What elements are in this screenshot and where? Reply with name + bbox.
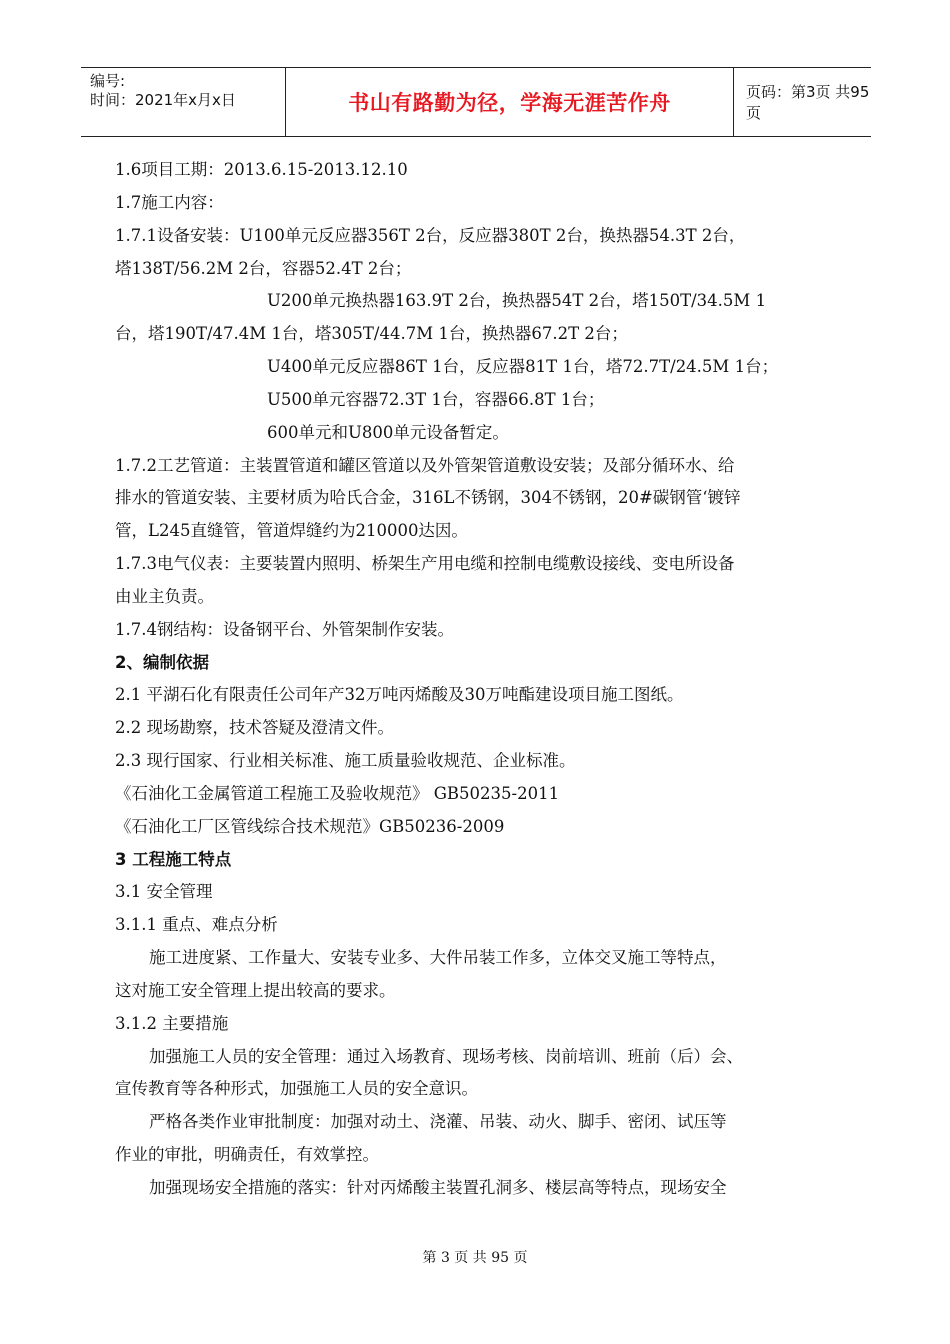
text-line: U400单元反应器86T 1台，反应器81T 1台，塔72.7T/24.5M 1台； — [267, 357, 779, 376]
text-line: 1.7.4钢结构：设备钢平台、外管架制作安装。 — [115, 620, 454, 639]
text-line: 3.1.2 主要措施 — [115, 1014, 229, 1033]
header-motto-cell — [286, 68, 734, 136]
text-line: 2.2 现场勘察，技术答疑及澄清文件。 — [115, 718, 394, 737]
text-line: U200单元换热器163.9T 2台，换热器54T 2台，塔150T/34.5M 1 — [267, 291, 767, 310]
text-line: 3.1 安全管理 — [115, 882, 213, 901]
text-line: 600单元和U800单元设备暂定。 — [267, 423, 509, 442]
text-line: 这对施工安全管理上提出较高的要求。 — [115, 981, 396, 1000]
text-line: 2.3 现行国家、行业相关标准、施工质量验收规范、企业标准。 — [115, 751, 576, 770]
text-line: 《石油化工金属管道工程施工及验收规范》 GB50235-2011 — [115, 784, 560, 803]
text-line: 塔138T/56.2M 2台，容器52.4T 2台； — [115, 259, 412, 278]
text-line: 2.1 平湖石化有限责任公司年产32万吨丙烯酸及30万吨酯建设项目施工图纸。 — [115, 685, 684, 704]
section-heading: 3 工程施工特点 — [115, 850, 232, 869]
text-line: 由业主负责。 — [115, 587, 214, 606]
text-line: 施工进度紧、工作量大、安装专业多、大件吊装工作多，立体交叉施工等特点， — [149, 948, 727, 967]
text-line: 3.1.1 重点、难点分析 — [115, 915, 278, 934]
header-page-cell — [734, 68, 871, 136]
text-line: 宣传教育等各种形式，加强施工人员的安全意识。 — [115, 1079, 478, 1098]
number-label: 编号: — [90, 72, 126, 90]
text-line: 作业的审批，明确责任，有效掌控。 — [115, 1145, 379, 1164]
text-line: 加强现场安全措施的落实：针对丙烯酸主装置孔洞多、楼层高等特点，现场安全 — [149, 1178, 727, 1197]
text-line: 台，塔190T/47.4M 1台，塔305T/44.7M 1台，换热器67.2T 2台； — [115, 324, 628, 343]
header-table — [81, 67, 871, 137]
text-line: 排水的管道安装、主要材质为哈氏合金，316L不锈钢，304不锈钢，20#碳钢管‘镀锌 — [115, 488, 741, 507]
text-line: 加强施工人员的安全管理：通过入场教育、现场考核、岗前培训、班前（后）会、 — [149, 1047, 743, 1066]
text-line: 严格各类作业审批制度：加强对动土、浇灌、吊装、动火、脚手、密闭、试压等 — [149, 1112, 727, 1131]
header-info-cell — [81, 68, 286, 136]
text-line: 管，L245直缝管，管道焊缝约为210000达因。 — [115, 521, 468, 540]
text-line: 1.7.3电气仪表：主要装置内照明、桥架生产用电缆和控制电缆敷设接线、变电所设备 — [115, 554, 735, 573]
page-code: 页码：第3页 共95页 — [746, 83, 870, 122]
text-line: 1.7.2工艺管道：主装置管道和罐区管道以及外管架管道敷设安装；及部分循环水、给 — [115, 456, 735, 475]
text-line: U500单元容器72.3T 1台，容器66.8T 1台； — [267, 390, 605, 409]
text-line: 1.6项目工期：2013.6.15-2013.12.10 — [115, 160, 408, 179]
section-heading: 2、编制依据 — [115, 653, 209, 672]
text-line: 《石油化工厂区管线综合技术规范》GB50236-2009 — [115, 817, 505, 836]
date-label: 时间：2021年x月x日 — [90, 91, 236, 109]
motto-text: 书山有路勤为径，学海无涯苦作舟 — [348, 91, 671, 115]
page-footer: 第 3 页 共 95 页 — [422, 1250, 528, 1266]
text-line: 1.7.1设备安装：U100单元反应器356T 2台，反应器380T 2台，换热器54.3T 2台， — [115, 226, 746, 245]
text-line: 1.7施工内容： — [115, 193, 224, 212]
